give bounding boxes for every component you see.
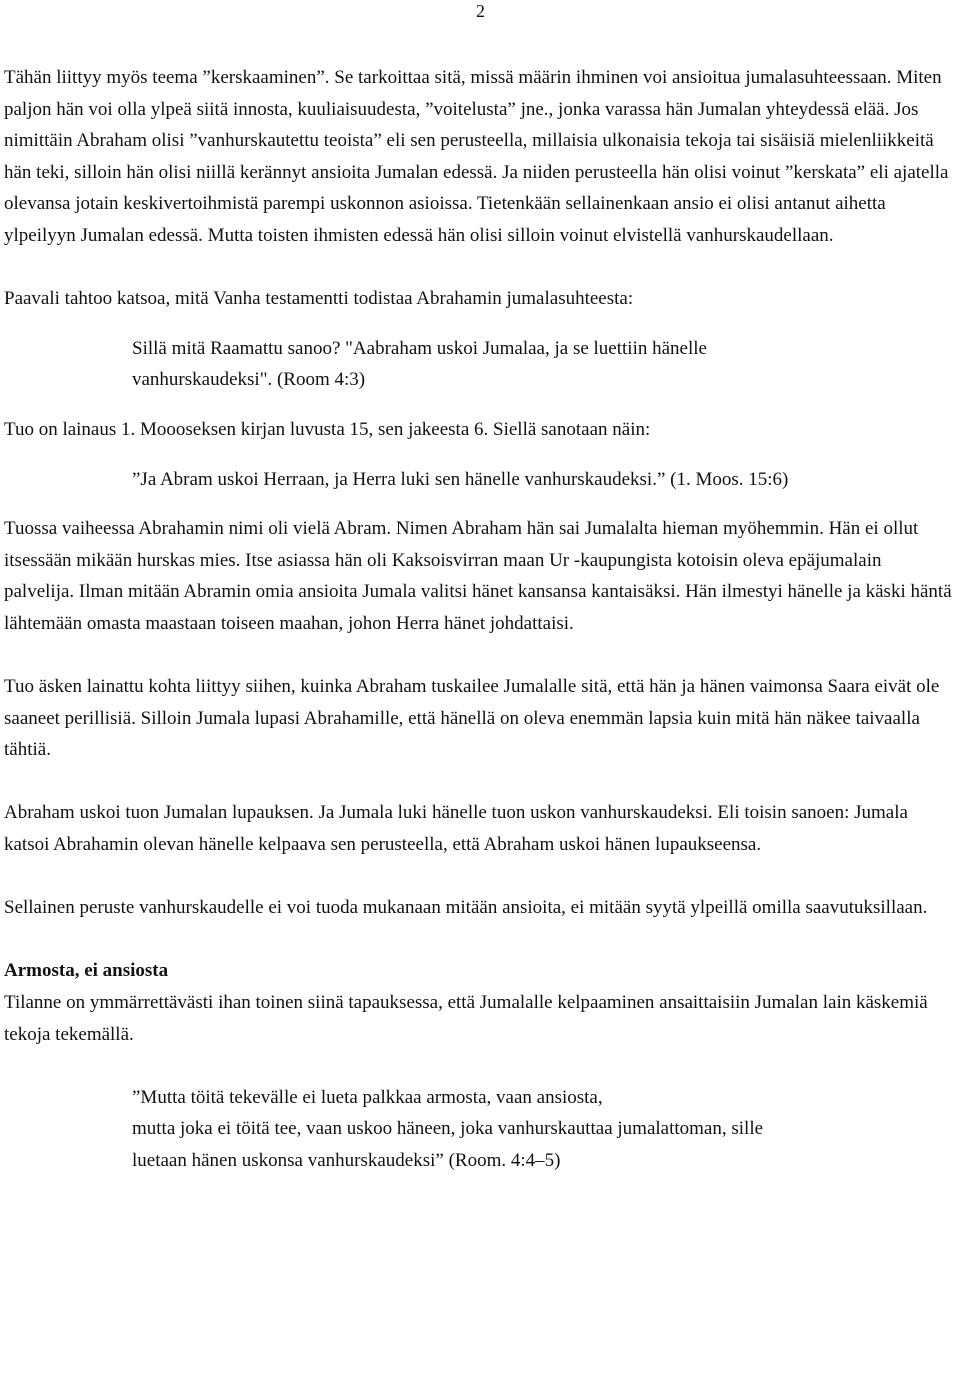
paragraph-sellainen-peruste: Sellainen peruste vanhurskaudelle ei voi tuoda mukanaan mitään ansioita, ei mitään syytä ylpeillä omilla saavutuksillaan.: [4, 897, 928, 919]
paragraph-abraham-uskoi: Abraham uskoi tuon Jumalan lupauksen. Ja Jumala luki hänelle tuon uskon vanhurskaudeksi. Eli toisin sanoen: Jumala katsoi Abrahamin olevan hänelle kelpaava sen perusteella, että Abraham uskoi hänen lupaukseensa.: [4, 802, 908, 856]
quote-room-4-3: [132, 333, 932, 396]
quote-line: mutta joka ei töitä tee, vaan uskoo häneen, joka vanhurskauttaa jumalattoman, sille: [132, 1118, 764, 1140]
document-body: [4, 62, 956, 1177]
paragraph-kerskaaminen: Tähän liittyy myös teema ”kerskaaminen”. Se tarkoittaa sitä, missä määrin ihminen voi ansioitua jumalasuhteessaan. Miten paljon hän voi olla ylpeä siitä innosta, kuuliaisuudesta, ”voitelusta” jne., jonka varassa hän Jumalan yhteydessä elää. Jos nimittäin Abraham olisi ”vanhurskautettu teoista” eli sen perusteella, millaisia ulkonaisia tekoja tai sisäisiä mielenliikkeitä hän teki, silloin hän olisi niillä kerännyt ansioita Jumalan edessä. Ja niiden perusteella hän olisi voinut ”kerskata” eli ajatella olevansa jotain keskivertoihmistä parempi uskonnon asioissa. Tietenkään sellainenkaan ansio ei olisi antanut aihetta ylpeilyyn Jumalan edessä. Mutta toisten ihmisten edessä hän olisi silloin voinut elvistellä vanhurskaudellaan.: [4, 67, 949, 246]
quote-line: luetaan hänen uskonsa vanhurskaudeksi” (Room. 4:4–5): [132, 1150, 561, 1171]
quote-line: ”Mutta töitä tekevälle ei lueta palkkaa armosta, vaan ansiosta,: [132, 1086, 603, 1108]
paragraph-paavali: Paavali tahtoo katsoa, mitä Vanha testamentti todistaa Abrahamin jumalasuhteesta:: [4, 288, 634, 310]
paragraph-abram: Tuossa vaiheessa Abrahamin nimi oli vielä Abram. Nimen Abraham hän sai Jumalalta hieman myöhemmin. Hän ei ollut itsessään mikään hurskas mies. Itse asiassa hän oli Kaksoisvirran maan Ur -kaupungista kotoisin oleva epäjumalain palvelija. Ilman mitään Abramin omia ansioita Jumala valitsi hänet kansansa kantaisäksi. Hän ilmestyi hänelle ja käski häntä lähtemään omasta maastaan toiseen maahan, johon Herra hänet johdattaisi.: [4, 518, 952, 634]
page-number: 2: [476, 1, 485, 21]
quote-1-moos-15-6: ”Ja Abram uskoi Herraan, ja Herra luki sen hänelle vanhurskaudeksi.” (1. Moos. 15:6): [132, 468, 789, 490]
paragraph-tilanne: Tilanne on ymmärrettävästi ihan toinen siinä tapauksessa, että Jumalalle kelpaaminen ansaittaisiin Jumalan lain käskemiä tekoja tekemällä.: [4, 992, 928, 1045]
quote-line: vanhurskaudeksi". (Room 4:3): [132, 369, 366, 391]
quote-room-4-4-5: [132, 1082, 952, 1177]
paragraph-saara: Tuo äsken lainattu kohta liittyy siihen, kuinka Abraham tuskailee Jumalalle sitä, että hän ja hänen vaimonsa Saara eivät ole saaneet perillisiä. Silloin Jumala lupasi Abrahamille, että hänellä on oleva enemmän lapsia kuin mitä hän näkee taivaalla tähtiä.: [4, 676, 940, 761]
quote-line: Sillä mitä Raamattu sanoo? "Aabraham uskoi Jumalaa, ja se luettiin hänelle: [132, 337, 707, 359]
paragraph-lainaus: Tuo on lainaus 1. Moooseksen kirjan luvusta 15, sen jakeesta 6. Siellä sanotaan näin:: [4, 418, 651, 440]
section-heading: Armosta, ei ansiosta: [4, 960, 169, 982]
